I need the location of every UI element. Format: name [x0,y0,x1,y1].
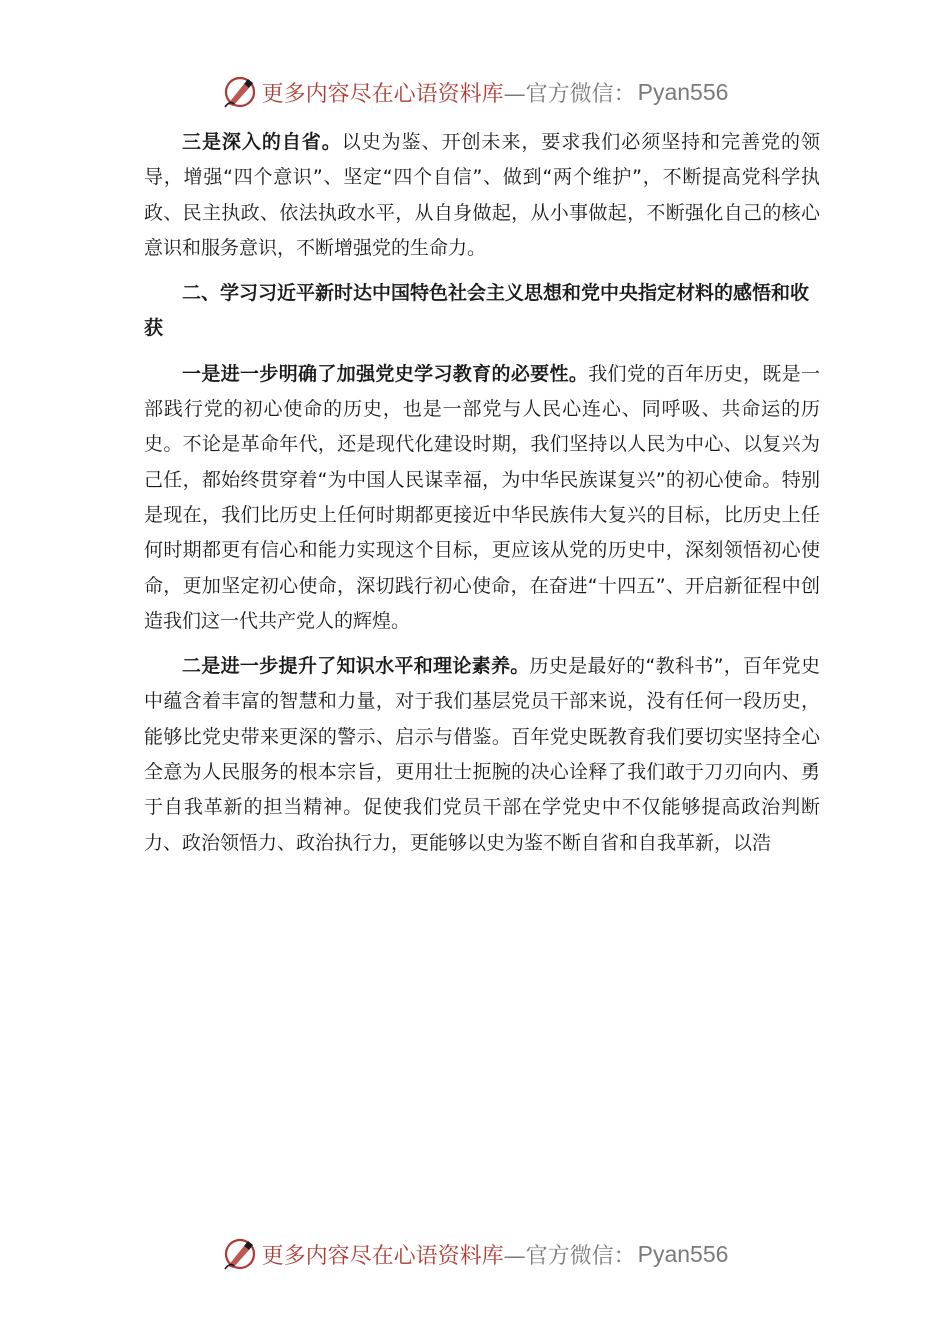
paragraph-text: 历史是最好的“教科书”，百年党史中蕴含着丰富的智慧和力量，对于我们基层党员干部来说，没有任何一段历史，能够比党史带来更深的警示、启示与借鉴。百年党史既教育我们要切实坚持全心全意为人民服务的根本宗旨，更用壮士扼腕的决心诠释了我们敢于刀刃向内、勇于自我革新的担当精神。促使我们党员干部在学党史中不仅能够提高政治判断力、政治领悟力、政治执行力，更能够以史为鉴不断自省和自我革新，以浩 [144,655,820,854]
paragraph-lead: 二是进一步提升了知识水平和理论素养。 [182,655,530,678]
paragraph-lead: 一是进一步明确了加强党史学习教育的必要性。 [182,362,589,385]
paragraph-necessity [144,357,820,639]
section-heading: 二、学习习近平新时达中国特色社会主义思想和党中央指定材料的感悟和收获 [144,282,810,340]
banner-slogan: 更多内容尽在心语资料库 [261,1243,504,1269]
header-banner [0,70,950,114]
paragraph-text: 以史为鉴、开创未来，要求我们必须坚持和完善党的领导，增强“四个意识”、坚定“四个自信”、做到“两个维护”，不断提高党科学执政、民主执政、依法执政水平，从自身做起，从小事做起，不断强化自己的核心意识和服务意识，不断增强党的生命力。 [144,131,820,259]
pen-logo-icon [222,1236,258,1272]
banner-wechat-id: Pyan556 [637,78,729,105]
pen-logo-icon [222,74,258,110]
banner-wechat-id: Pyan556 [637,1240,729,1267]
banner-official-label: —官方微信： [503,81,636,107]
document-body [144,125,820,871]
banner-official-label: —官方微信： [503,1243,636,1269]
paragraph-text: 我们党的百年历史，既是一部践行党的初心使命的历史，也是一部党与人民心连心、同呼吸、共命运的历史。不论是革命年代，还是现代化建设时期，我们坚持以人民为中心、以复兴为己任，都始终贯穿着“为中国人民谋幸福，为中华民族谋复兴”的初心使命。特别是现在，我们比历史上任何时期都更接近中华民族伟大复兴的目标，比历史上任何时期都更有信心和能力实现这个目标，更应该从党的历史中，深刻领悟初心使命，更加坚定初心使命，深切践行初心使命，在奋进“十四五”、开启新征程中创造我们这一代共产党人的辉煌。 [144,362,820,632]
footer-banner [0,1232,950,1276]
banner-slogan: 更多内容尽在心语资料库 [261,81,504,107]
paragraph-self-reflection [144,125,820,266]
paragraph-knowledge [144,649,820,861]
paragraph-lead: 三是深入的自省。 [182,131,342,153]
